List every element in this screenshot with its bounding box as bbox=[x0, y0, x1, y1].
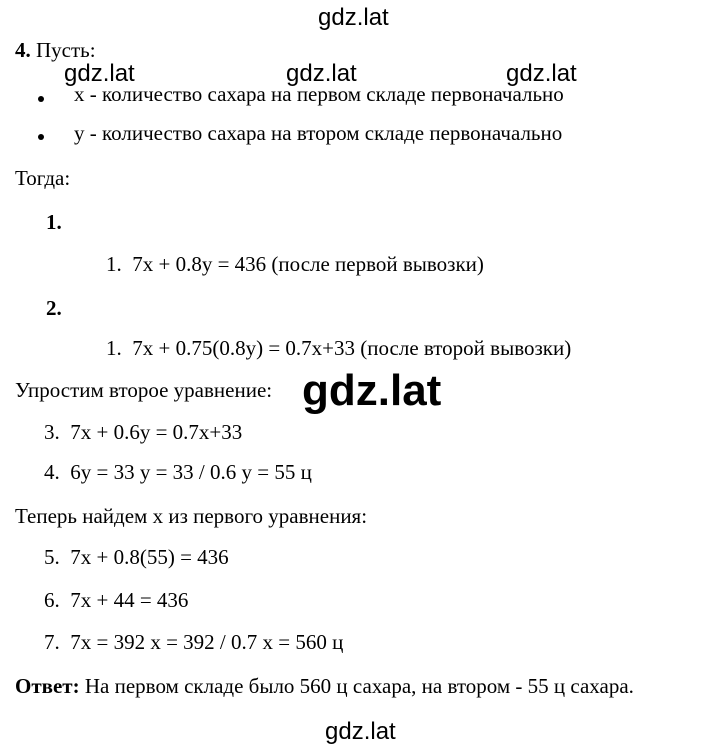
watermark-row-1: gdz.lat bbox=[64, 60, 135, 87]
problem-number: 4. bbox=[15, 38, 31, 62]
watermark-top: gdz.lat bbox=[318, 4, 389, 31]
equation-3-text: 7x + 0.6y = 0.7x+33 bbox=[70, 420, 243, 444]
bullet-dot bbox=[38, 96, 44, 102]
equation-2-text: 7x + 0.75(0.8y) = 0.7x+33 (после второй вывозки) bbox=[132, 336, 572, 360]
equation-7-number: 7. bbox=[44, 630, 60, 654]
equation-6-number: 6. bbox=[44, 588, 60, 612]
watermark-center: gdz.lat bbox=[302, 366, 442, 415]
equation-3-number: 3. bbox=[44, 420, 60, 444]
answer bbox=[15, 674, 634, 699]
bullet-y: y - количество сахара на втором складе первоначально bbox=[74, 121, 563, 145]
equation-6 bbox=[44, 588, 188, 613]
equation-7-text: 7x = 392 x = 392 / 0.7 x = 560 ц bbox=[70, 630, 344, 654]
equation-1-text: 7x + 0.8y = 436 (после первой вывозки) bbox=[132, 252, 484, 276]
equation-4 bbox=[44, 460, 312, 485]
equation-7 bbox=[44, 630, 343, 655]
answer-text: На первом складе было 560 ц сахара, на втором - 55 ц сахара. bbox=[84, 674, 634, 698]
watermark-bottom: gdz.lat bbox=[325, 718, 396, 745]
equation-6-text: 7x + 44 = 436 bbox=[70, 588, 189, 612]
equation-2-number: 1. bbox=[106, 336, 122, 360]
equation-1-number: 1. bbox=[106, 252, 122, 276]
then-label: Тогда: bbox=[15, 166, 71, 190]
watermark-row-2: gdz.lat bbox=[286, 60, 357, 87]
simplify-label: Упростим второе уравнение: bbox=[15, 378, 273, 402]
problem-intro: Пусть: bbox=[36, 38, 96, 62]
equation-5-text: 7x + 0.8(55) = 436 bbox=[70, 545, 229, 569]
step-1-label: 1. bbox=[46, 210, 62, 234]
equation-3 bbox=[44, 420, 242, 445]
equation-4-text: 6y = 33 y = 33 / 0.6 y = 55 ц bbox=[70, 460, 312, 484]
watermark-row-3: gdz.lat bbox=[506, 60, 577, 87]
find-x-label: Теперь найдем x из первого уравнения: bbox=[15, 504, 368, 528]
equation-2 bbox=[106, 336, 571, 361]
answer-label: Ответ: bbox=[15, 674, 80, 698]
equation-1 bbox=[106, 252, 484, 277]
bullet-dot bbox=[38, 134, 44, 140]
equation-5-number: 5. bbox=[44, 545, 60, 569]
problem-header bbox=[15, 38, 96, 63]
step-2-label: 2. bbox=[46, 296, 62, 320]
equation-5 bbox=[44, 545, 229, 570]
equation-4-number: 4. bbox=[44, 460, 60, 484]
bullet-x: x - количество сахара на первом складе первоначально bbox=[74, 82, 564, 106]
